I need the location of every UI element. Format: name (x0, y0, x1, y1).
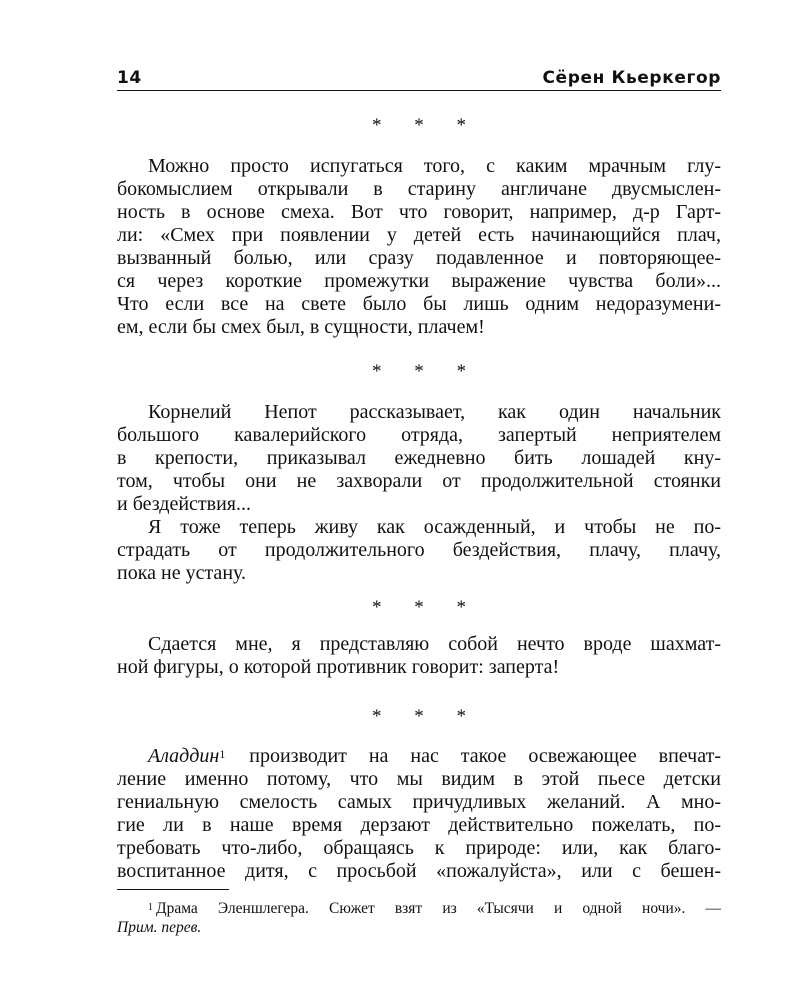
section-separator: * * * (372, 115, 480, 136)
text-line: пока не устану. (117, 562, 247, 584)
footnote (117, 899, 721, 937)
text-line: ной фигуры, о которой противник говорит: заперта! (117, 656, 560, 678)
text-line: Корнелий Непот рассказывает, как один начальник (148, 401, 721, 423)
text-line: ность в основе смеха. Вот что говорит, например, д-р Гарт- (117, 201, 721, 223)
paragraph-laughter (117, 155, 721, 339)
book-page (117, 58, 721, 937)
text-line: ление именно потому, что мы видим в этой пьесе детски (117, 768, 721, 790)
text-line: гениальную смелость самых причудливых желаний. А мно- (117, 791, 721, 813)
text-line: Сдается мне, я представляю собой нечто вроде шахмат- (148, 633, 721, 655)
text-line: и бездействия... (117, 493, 251, 515)
text-line: гие ли в наше время дерзают действительно пожелать, по- (117, 814, 721, 836)
text-line: воспитанное дитя, с просьбой «пожалуйста», или с бешен- (117, 860, 721, 882)
text-line: ем, если бы смех был, в сущности, плачем! (117, 316, 485, 338)
footnote-mark: 1 (148, 902, 153, 913)
section-separator: * * * (372, 361, 480, 382)
footnote-rule (117, 889, 229, 890)
section-separator: * * * (372, 597, 480, 618)
text-line (117, 745, 721, 768)
running-title-author: Сёрен Кьеркегор (542, 68, 721, 88)
text-line: ли: «Смех при появлении у детей есть начинающийся плач, (117, 224, 721, 246)
running-header (117, 58, 721, 92)
text-line: Я тоже теперь живу как осажденный, и чтобы не по- (148, 516, 721, 538)
text-fragment: производит на нас такое освежающее впечат- (227, 745, 721, 767)
footnote-translator-note: Прим. перев. (117, 919, 202, 936)
footnote-reference[interactable]: 1 (219, 747, 226, 761)
section-separator: * * * (372, 706, 480, 727)
text-line: Что если все на свете было бы лишь одним недоразумени- (117, 293, 721, 315)
paragraph-cornelius-nepos (117, 401, 721, 585)
text-line: в крепости, приказывал ежедневно бить лошадей кну- (117, 447, 721, 469)
paragraph-chess-piece (117, 633, 721, 679)
text-line: бокомыслием открывали в старину англичане двусмыслен- (117, 178, 721, 200)
footnote-text: Драма Эленшлегера. Сюжет взят из «Тысячи и одной ночи». — (156, 900, 721, 917)
work-title-aladdin: Аладдин (148, 745, 220, 767)
text-line: ся через короткие промежутки выражение чувства боли»... (117, 270, 721, 292)
page-number: 14 (117, 68, 142, 88)
text-line: страдать от продолжительного бездействия, плачу, плачу, (117, 539, 721, 561)
text-line: Можно просто испугаться того, с каким мрачным глу- (148, 155, 721, 177)
text-line: требовать что-либо, обращаясь к природе: или, как благо- (117, 837, 721, 859)
text-line: том, чтобы они не захворали от продолжительной стоянки (117, 470, 721, 492)
text-line: большого кавалерийского отряда, запертый неприятелем (117, 424, 721, 446)
text-line: вызванный болью, или сразу подавленное и повторяющее- (117, 247, 721, 269)
header-rule (117, 90, 721, 91)
footnote-line (117, 899, 721, 918)
paragraph-aladdin (117, 745, 721, 883)
